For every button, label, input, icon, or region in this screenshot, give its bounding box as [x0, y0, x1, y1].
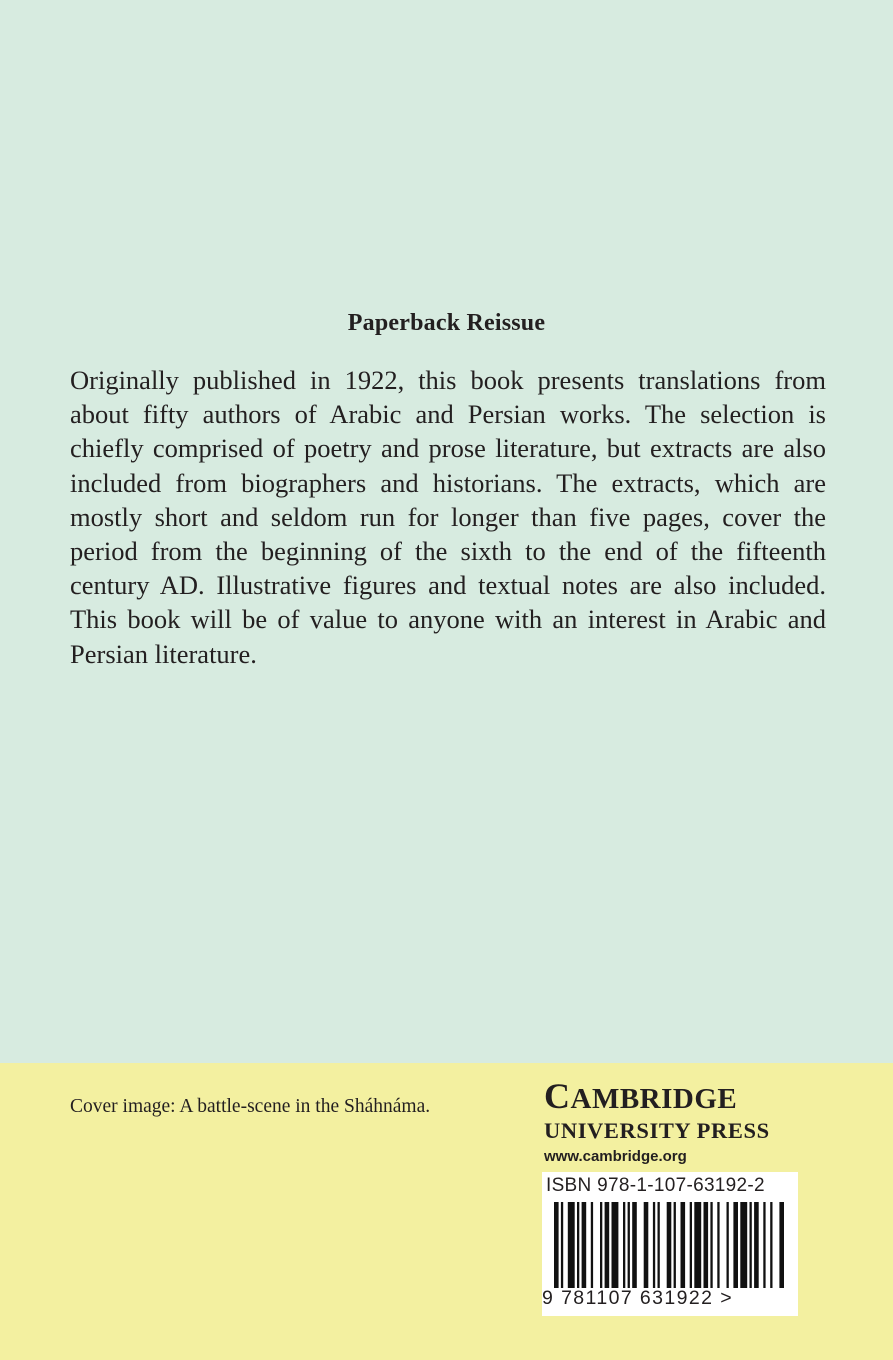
barcode-bar [770, 1202, 772, 1288]
barcode-bars [554, 1202, 786, 1288]
barcode-bar [582, 1202, 587, 1288]
barcode-bar [644, 1202, 649, 1288]
barcode-bar [628, 1202, 630, 1288]
isbn-label: ISBN 978-1-107-63192-2 [546, 1175, 765, 1196]
barcode-bar [568, 1202, 575, 1288]
barcode-bar [754, 1202, 759, 1288]
reissue-heading: Paperback Reissue [347, 310, 546, 336]
barcode-bar [605, 1202, 610, 1288]
barcode-bar [600, 1202, 602, 1288]
barcode-bar [681, 1202, 686, 1288]
barcode-bar [750, 1202, 752, 1288]
barcode-bar [612, 1202, 619, 1288]
barcode-bar [653, 1202, 655, 1288]
barcode-bar [554, 1202, 559, 1288]
book-description: Originally published in 1922, this book presents translations from about fifty authors of Arabic and Persian works. The selection is chiefly comprised of poetry and prose literature, but extracts are also included from biographers and historians. The extracts, which are mostly short and seldom run for longer than five pages, cover the period from the beginning of the sixth to the end of the fifteenth century AD. Illustrative figures and textual notes are also included. This book will be of value to anyone with an interest in Arabic and Persian literature. [70, 365, 826, 669]
publisher-subtitle: UNIVERSITY PRESS [544, 1118, 770, 1143]
isbn-barcode [542, 1172, 798, 1316]
barcode-bar [694, 1202, 701, 1288]
barcode-bar [658, 1202, 660, 1288]
barcode-bar [690, 1202, 692, 1288]
publisher-logo [544, 1077, 804, 1165]
barcode-bar [740, 1202, 747, 1288]
barcode-bar [561, 1202, 563, 1288]
cover-image-credit: Cover image: A battle-scene in the Sháhnáma. [70, 1096, 431, 1117]
publisher-name [544, 1077, 804, 1118]
barcode-bar [727, 1202, 729, 1288]
publisher-website: www.cambridge.org [544, 1148, 687, 1165]
barcode-bar [704, 1202, 709, 1288]
barcode-bar [710, 1202, 712, 1288]
barcode-bar [779, 1202, 784, 1288]
barcode-bar [623, 1202, 625, 1288]
barcode-bar [763, 1202, 765, 1288]
barcode-bar [632, 1202, 637, 1288]
publisher-name-rest: AMBRIDGE [570, 1083, 738, 1115]
barcode-bar [717, 1202, 719, 1288]
publisher-name-initial: C [544, 1076, 571, 1116]
barcode-bar [674, 1202, 676, 1288]
barcode-digits: 9 781107 631922 > [542, 1287, 733, 1309]
barcode-bar [577, 1202, 579, 1288]
barcode-bar [733, 1202, 738, 1288]
barcode-bar [667, 1202, 672, 1288]
barcode-bar [591, 1202, 593, 1288]
